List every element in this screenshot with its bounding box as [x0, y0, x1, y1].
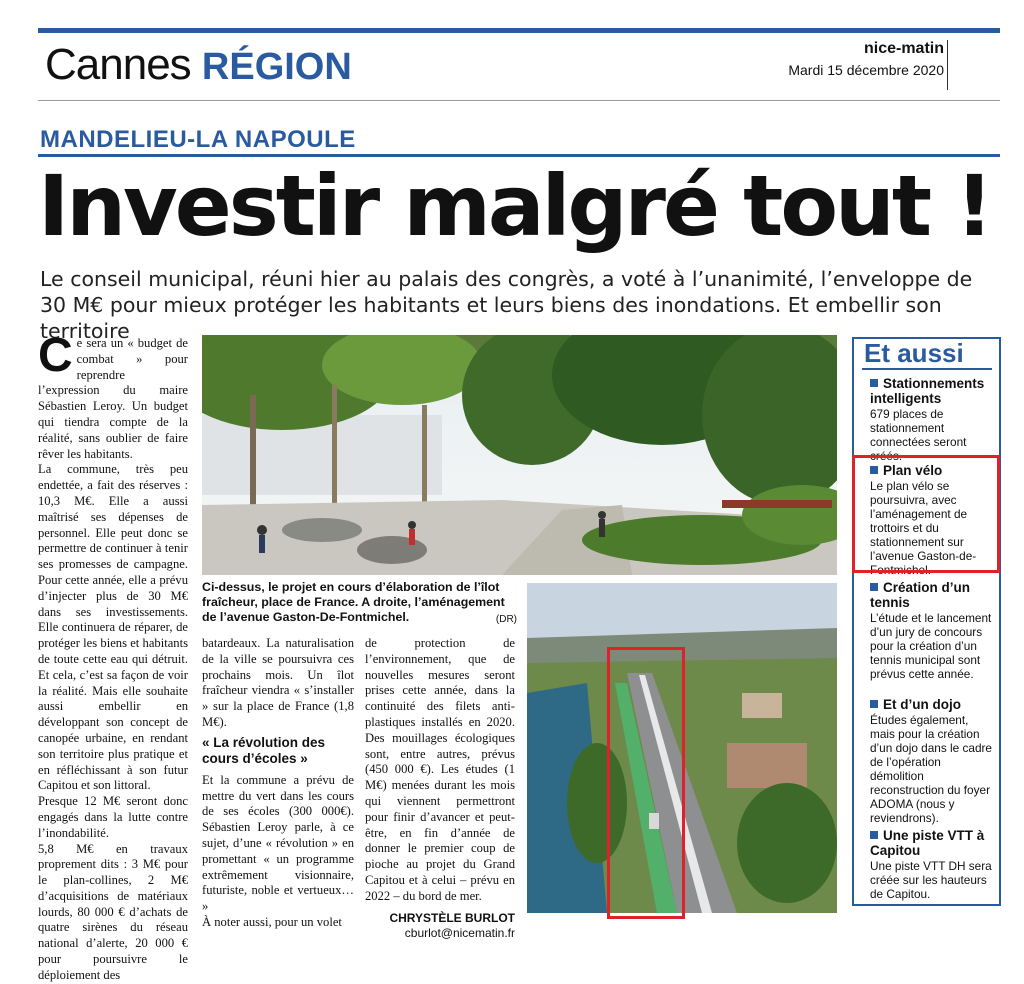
paragraph: La commune, très peu endettée, a fait des réserves : 10,3 M€. Elle a aussi maîtrisé ses dépenses de personnel. Elle peut donc se permettre de continuer à tenir ses promesses de campagne. Pour cette année, elle a prévu d’injecter plus de 30 M€ dans ses investissements. Elle continuera de réparer, de protéger les biens et habitants de toute cette eau qui détruit. Et cela, c’est sa façon de voir la réalité. Mais elle souhaite aussi embellir en développant son concept de canopée urbaine, en rendant son territoire plus pratique et en réfléchissant à son futur Capitou et son littoral. — [38, 462, 188, 793]
article-kicker: MANDELIEU-LA NAPOULE — [40, 126, 356, 153]
brand-name: nice-matin — [863, 40, 944, 57]
article-column-3 — [365, 636, 515, 942]
caption-text: Ci-dessus, le projet en cours d’élaboration de l’îlot fraîcheur, place de France. A droite, l’aménagement de l’avenue Gaston-De-Fontmichel. — [202, 580, 505, 624]
sidebar-item-title: Création d’un tennis — [870, 580, 970, 610]
sidebar-item-text: 679 places de stationnement connectées seront créés. — [870, 407, 967, 463]
garden-illustration — [202, 335, 837, 575]
subheading: « La révolution des cours d’écoles » — [202, 734, 326, 766]
bullet-icon — [870, 379, 878, 387]
paragraph: de protection de l’environnement, que de nouvelles mesures seront prises cette année, dans la continuité des filets anti-plastiques installés en 2020. Des mouillages écologiques sont, entre autres, prévus (450 000 €). Les études (1 M€) menées durant les mois qui viennent permettront pour finir d’avancer et peut-être, en fin d’année de donner le premier coup de pioche au projet du Grand Capitou et à celui – prévu en 2022 – du bord de mer. — [365, 636, 515, 903]
sidebar-item-text: L’étude et le lancement d’un jury de concours pour la création d’un tennis municipal sont prévus cette année. — [870, 611, 992, 681]
header-divider — [947, 40, 948, 90]
bullet-icon — [870, 831, 878, 839]
article-headline: Investir malgré tout ! — [38, 157, 991, 255]
author-byline: CHRYSTÈLE BURLOT — [389, 910, 515, 925]
header-rule — [38, 100, 1000, 101]
sidebar-item-title: Et d’un dojo — [883, 697, 961, 712]
photo-credit: (DR) — [495, 614, 517, 625]
section-region: RÉGION — [201, 46, 352, 88]
sidebar-title: Et aussi — [864, 338, 964, 368]
paragraph: À noter aussi, pour un volet — [202, 914, 342, 929]
sidebar-item-title: Plan vélo — [883, 463, 943, 478]
photo-caption — [202, 580, 517, 627]
top-rule — [38, 28, 1000, 33]
bullet-icon — [870, 700, 878, 708]
paragraph: e sera un « budget de combat » pour reprendre l’expression du maire Sébastien Leroy. Un budget qui tiendra compte de la réalité, sans oublier de faire rêver les habitants. — [38, 336, 188, 461]
section-city: Cannes — [45, 40, 191, 89]
highlight-box-road — [607, 647, 685, 919]
author-email[interactable]: cburlot@nicematin.fr — [404, 926, 515, 941]
sidebar-item-title: Stationnements intelligents — [870, 376, 985, 406]
bullet-icon — [870, 583, 878, 591]
photo-ilot-fraicheur — [202, 335, 837, 575]
sidebar-item-text: Études également, mais pour la création d’un dojo dans le cadre de l’opération démolition reconstruction du foyer ADOMA (nous y reviendrons). — [870, 713, 992, 825]
sidebar-item-text: Une piste VTT DH sera créée sur les hauteurs de Capitou. — [870, 859, 992, 901]
article-column-1 — [38, 329, 188, 984]
paragraph: 5,8 M€ en travaux proprement dits : 3 M€ pour le plan-collines, 2 M€ d’acquisitions de matériaux lourds, 80 000 € d’achats de quatre sirènes du réseau national d’alerte, 20 000 € pour poursuivre le déploiement des — [38, 841, 188, 982]
section-title — [45, 40, 352, 92]
paragraph: Presque 12 M€ seront donc engagés dans la lutte contre l’inondabilité. — [38, 794, 188, 840]
sidebar-item — [870, 580, 996, 681]
drop-cap: C — [38, 329, 73, 382]
sidebar-item — [870, 828, 996, 901]
sidebar-item-title: Une piste VTT à Capitou — [870, 828, 985, 858]
paragraph: batardeaux. La naturalisation de la ville se poursuivra ces prochains mois. Un îlot fraîcheur viendra « s’installer » sur la place de France (1,8 M€). — [202, 636, 354, 729]
article-column-2 — [202, 636, 354, 931]
sidebar-rule — [862, 368, 992, 370]
highlight-box-plan-velo — [852, 455, 1000, 573]
paragraph: Et la commune a prévu de mettre du vert dans les cours de ses écoles (300 000€). Sébastien Leroy parle, à ce sujet, d’une « révolution » en promettant « un programme extrêmement visionnaire, futuriste, noble et vertueux… » — [202, 772, 354, 914]
sidebar-item-text: Le plan vélo se poursuivra, avec l’aménagement de trottoirs et du stationnement sur l’avenue Gaston-de-Fontmichel. — [870, 479, 977, 577]
issue-date: Mardi 15 décembre 2020 — [788, 62, 944, 78]
sidebar-item — [870, 376, 996, 463]
masthead — [788, 40, 944, 78]
sidebar-item — [870, 697, 996, 825]
article-lede: Le conseil municipal, réuni hier au palais des congrès, a voté à l’unanimité, l’enveloppe de 30 M€ pour mieux protéger les habitants et leurs biens des inondations. Et embellir son territoire — [40, 267, 973, 343]
